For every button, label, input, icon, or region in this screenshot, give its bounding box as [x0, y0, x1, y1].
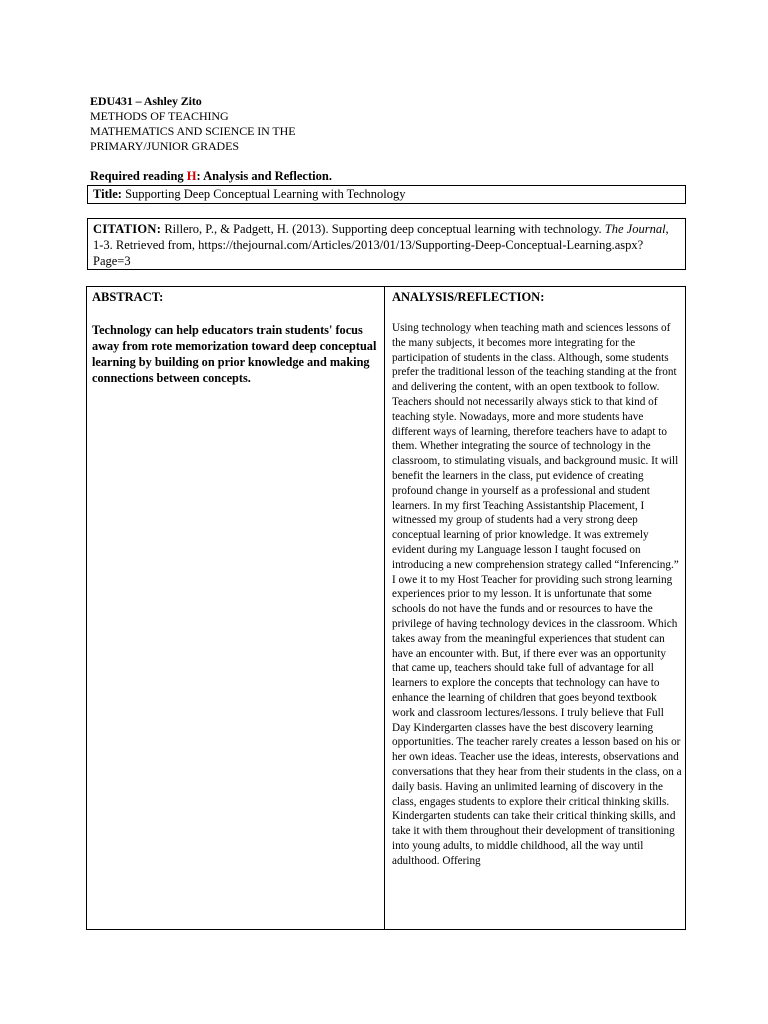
abstract-heading: ABSTRACT:	[92, 290, 164, 304]
required-prefix: Required reading	[90, 169, 187, 183]
required-reading-heading	[90, 169, 332, 184]
abstract-analysis-table	[86, 286, 686, 930]
column-divider	[384, 287, 385, 929]
title-label: Title:	[93, 187, 122, 201]
analysis-column	[392, 289, 682, 868]
citation-label: CITATION:	[93, 222, 162, 236]
abstract-column	[92, 289, 377, 386]
course-title-line-2: MATHEMATICS AND SCIENCE IN THE	[90, 124, 296, 138]
citation-box	[87, 218, 686, 270]
abstract-text: Technology can help educators train students' focus away from rote memorization toward deep conceptual learning by building on prior knowledge and making connections between concepts.	[92, 323, 377, 385]
required-letter: H	[186, 169, 197, 183]
analysis-heading: ANALYSIS/REFLECTION:	[392, 290, 545, 304]
citation-journal: The Journal	[604, 222, 666, 236]
required-suffix: : Analysis and Reflection.	[196, 169, 332, 183]
course-title-line-3: PRIMARY/JUNIOR GRADES	[90, 139, 239, 153]
course-author: EDU431 – Ashley Zito	[90, 94, 202, 108]
course-title-line-1: METHODS OF TEACHING	[90, 109, 229, 123]
analysis-text: Using technology when teaching math and sciences lessons of the many subjects, it becomes more integrating for the participation of students in the class. Although, some students prefer the traditional lesson of the teaching standing at the front and delivering the content, with an open textbook to follow. Teachers should not necessarily always stick to that kind of teaching style. Nowadays, more and more students have different ways of learning, therefore teachers have to adapt to them. Whether integrating the source of technology in the classroom, to stimulating visuals, and background music. It will benefit the learners in the class, put evidence of creating profound change in yourself as a professional and student learners. In my first Teaching Assistantship Placement, I witnessed my group of students had a very strong deep conceptual learning of prior knowledge. It was extremely evident during my Language lesson I taught focused on introducing a new comprehension strategy called “Inferencing.” I owe it to my Host Teacher for providing such strong learning experiences prior to my lesson. It is unfortunate that some schools do not have the funds and or resources to have the privilege of having technology devices in the classroom. Which takes away from the meaningful experiences that student can have an encounter with. But, if there ever was an opportunity that came up, teachers should take full of advantage for all learners to explore the concepts that technology can have to enhance the learning of children that goes beyond textbook work and classroom lectures/lessons. I truly believe that Full Day Kindergarten classes have the best discovery learning opportunities. The teacher rarely creates a lesson based on his or her own ideas. Teacher use the ideas, interests, observations and conversations that they hear from their students in the class, on a daily basis. Having an unlimited learning of discovery in the class, engages students to explore their critical thinking skills. Kindergarten students can take their critical thinking skills, and take it with them throughout their development of transitioning into young adults, to middle childhood, all the way until adulthood. Offering	[392, 322, 682, 867]
citation-text-2: , 1-3. Retrieved from, https://thejournal.com/Articles/2013/01/13/Supporting-Deep-Conceptual-Learning.aspx?Page=3	[93, 222, 669, 268]
title-box	[87, 185, 686, 204]
document-header	[90, 94, 295, 154]
citation-text-1: Rillero, P., & Padgett, H. (2013). Supporting deep conceptual learning with technology.	[161, 222, 602, 236]
title-text: Supporting Deep Conceptual Learning with Technology	[121, 187, 406, 201]
